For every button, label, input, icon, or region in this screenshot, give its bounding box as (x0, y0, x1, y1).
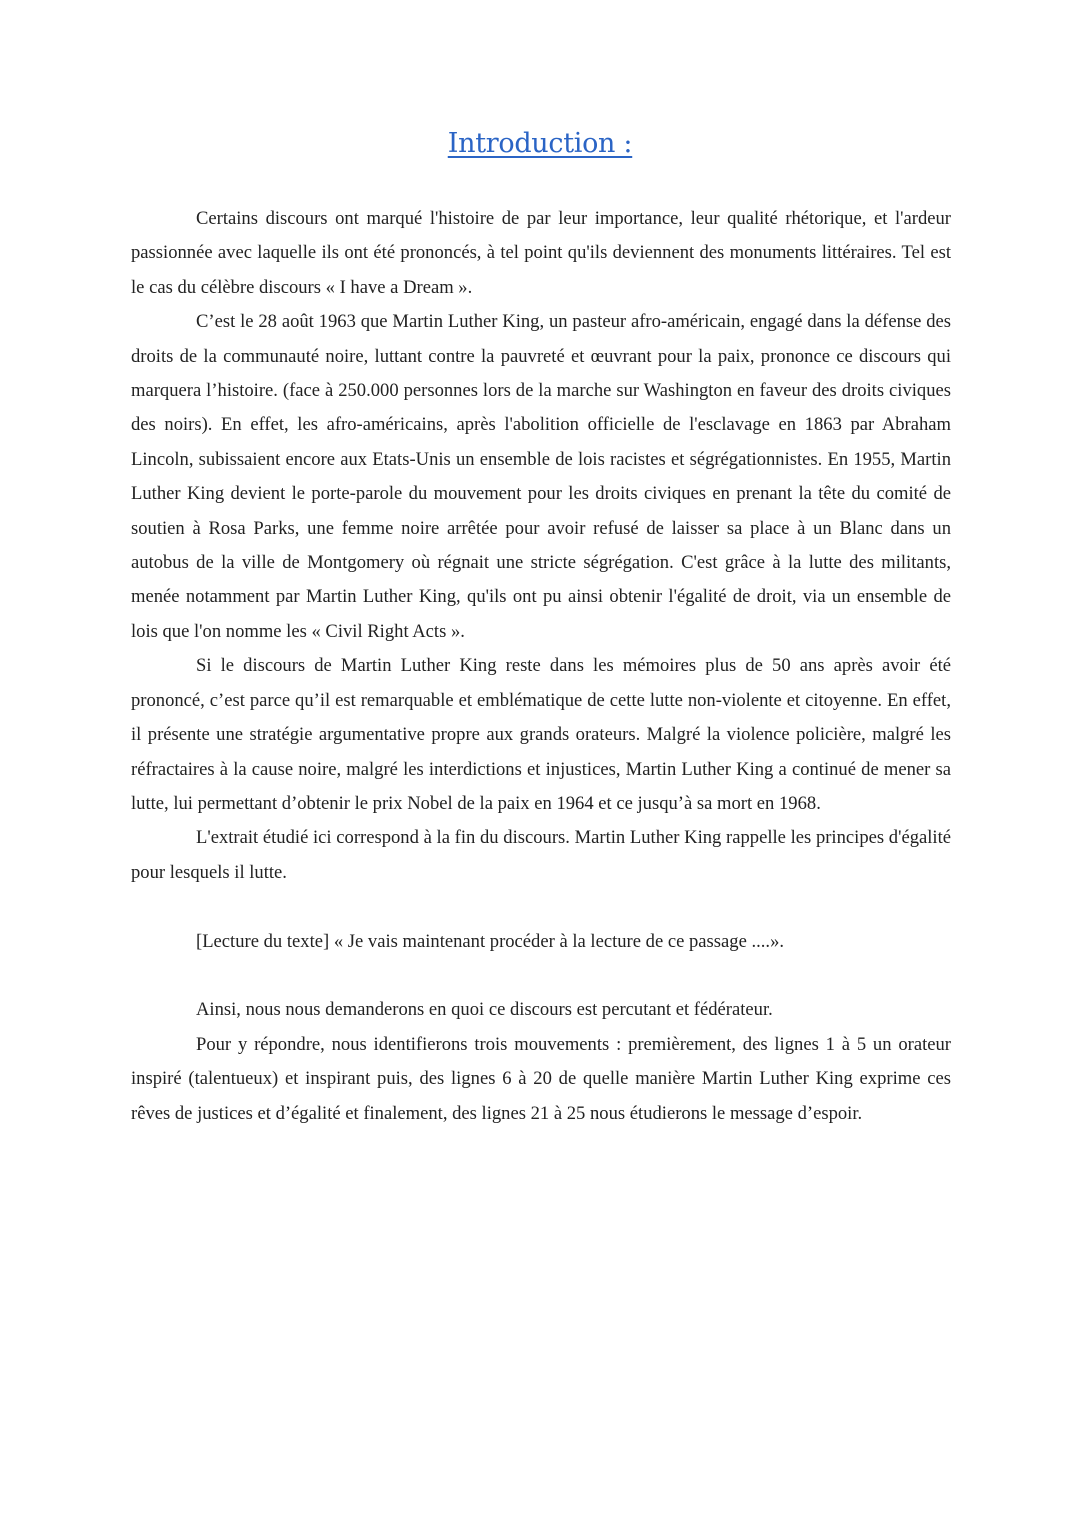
document-body (131, 202, 951, 1131)
paragraph-spacer (131, 959, 951, 993)
paragraph-spacer (131, 890, 951, 924)
section-title: Introduction : (447, 128, 633, 159)
paragraph-problematic: Ainsi, nous nous demanderons en quoi ce discours est percutant et fédérateur. (196, 999, 773, 1021)
paragraph-extract-location: L'extrait étudié ici correspond à la fin du discours. Martin Luther King rappelle les principes d'égalité pour lesquels il lutte. (131, 827, 951, 883)
paragraph-context: C’est le 28 août 1963 que Martin Luther King, un pasteur afro-américain, engagé dans la défense des droits de la communauté noire, luttant contre la pauvreté et œuvrant pour la paix, prononce ce discours qui marquera l’histoire. (face à 250.000 personnes lors de la marche sur Washington en faveur des droits civiques des noirs). En effet, les afro-américains, après l'abolition officielle de l'esclavage en 1863 par Abraham Lincoln, subissaient encore aux Etats-Unis un ensemble de lois racistes et ségrégationnistes. En 1955, Martin Luther King devient le porte-parole du mouvement pour les droits civiques en prenant la tête du comité de soutien à Rosa Parks, une femme noire arrêtée pour avoir refusé de laisser sa place à un Blanc dans un autobus de la ville de Montgomery où régnait une stricte ségrégation. C'est grâce à la lutte des militants, menée notamment par Martin Luther King, qu'ils ont pu ainsi obtenir l'égalité de droit, via un ensemble de lois que l'on nomme les « Civil Right Acts ». (131, 311, 951, 642)
paragraph-intro-hook: Certains discours ont marqué l'histoire de par leur importance, leur qualité rhétorique, et l'ardeur passionnée avec laquelle ils ont été prononcés, à tel point qu'ils deviennent des monuments littéraires. Tel est le cas du célèbre discours « I have a Dream ». (131, 208, 951, 298)
paragraph-outline: Pour y répondre, nous identifierons trois mouvements : premièrement, des lignes 1 à 5 un orateur inspiré (talentueux) et inspirant puis, des lignes 6 à 20 de quelle manière Martin Luther King exprime ces rêves de justices et d’égalité et finalement, des lignes 21 à 25 nous étudierons le message d’espoir. (131, 1033, 951, 1124)
paragraph-significance: Si le discours de Martin Luther King reste dans les mémoires plus de 50 ans après avoir été prononcé, c’est parce qu’il est remarquable et emblématique de cette lutte non-violente et citoyenne. En effet, il présente une stratégie argumentative propre aux grands orateurs. Malgré la violence policière, malgré les réfractaires à la cause noire, malgré les interdictions et injustices, Martin Luther King a continué de mener sa lutte, lui permettant d’obtenir le prix Nobel de la paix en 1964 et ce jusqu’à sa mort en 1968. (131, 655, 951, 814)
paragraph-reading: [Lecture du texte] « Je vais maintenant procéder à la lecture de ce passage ....». (196, 930, 785, 952)
